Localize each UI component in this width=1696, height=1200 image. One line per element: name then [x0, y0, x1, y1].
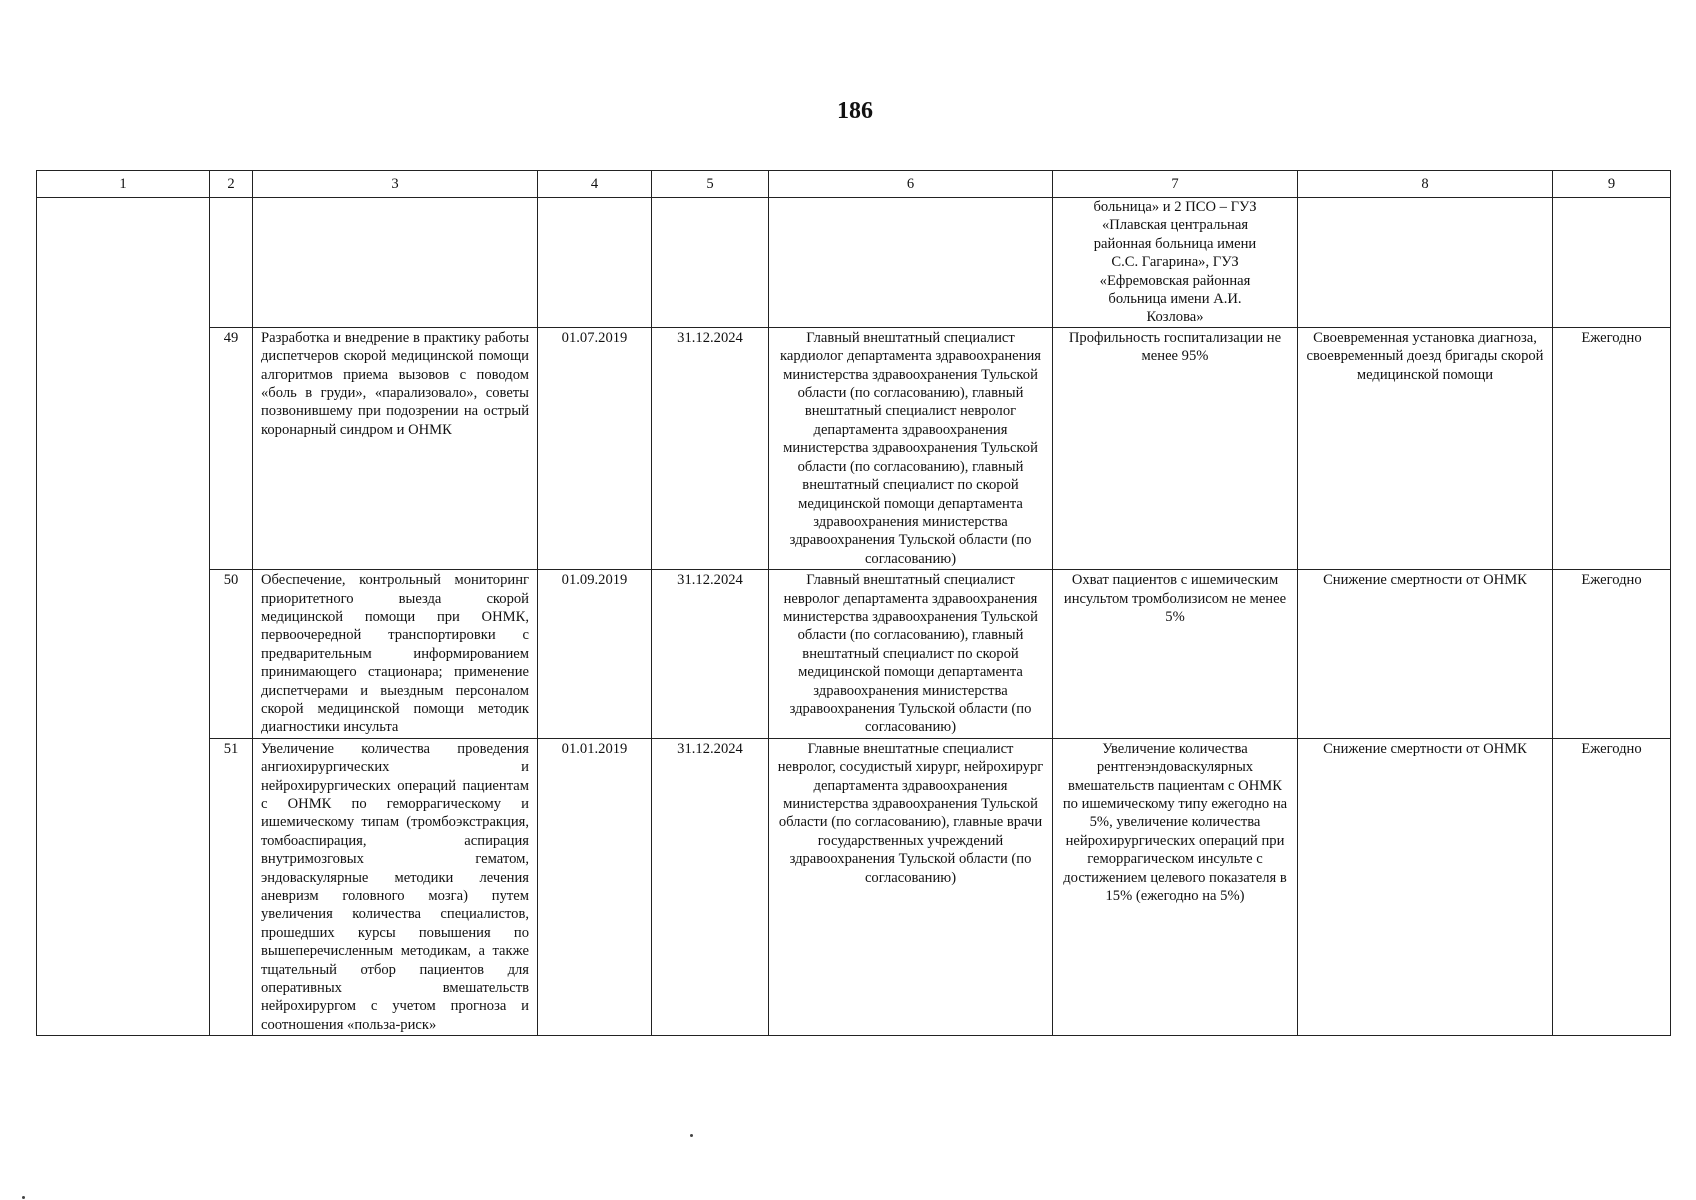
table-row [37, 738, 1671, 1036]
group-cell [37, 198, 210, 1036]
periodicity-cell: Ежегодно [1553, 327, 1671, 569]
measure-cell: Увеличение количества проведения ангиохирургических и нейрохирургических операций пациентам с ОНМК по геморрагическому и ишемическому типам (тромбоэкстракция, томбоаспирация, аспирация внутримозговых гематом, эндоваскулярные методики лечения аневризм головного мозга) путем увеличения количества специалистов, прошедших курсы повышения по вышеперечисленным методикам, а также тщательный отбор пациентов для оперативных вмешательств нейрохирургом с учетом прогноза и соотношения «польза-риск» [253, 738, 538, 1036]
end-date: 31.12.2024 [652, 570, 769, 739]
responsible-cell: Главный внештатный специалист невролог департамента здравоохранения министерства здравоохранения Тульской области (по согласованию), главный внештатный специалист по скорой медицинской помощи департамента здравоохранения министерства здравоохранения Тульской области (по согласованию) [769, 570, 1053, 739]
column-number: 9 [1553, 171, 1671, 198]
column-number: 8 [1298, 171, 1553, 198]
table-row [37, 570, 1671, 739]
measures-table [36, 170, 1671, 1036]
periodicity-cell: Ежегодно [1553, 570, 1671, 739]
page-number: 186 [837, 98, 873, 124]
measure-cell: Разработка и внедрение в практику работы диспетчеров скорой медицинской помощи алгоритмов приема вызовов с поводом «боль в груди», «парализовало», советы позвонившему при подозрении на острый коронарный синдром и ОНМК [253, 327, 538, 569]
column-number: 6 [769, 171, 1053, 198]
indicator-cell: Охват пациентов с ишемическим инсультом тромболизисом не менее 5% [1053, 570, 1298, 739]
scan-speck [22, 1196, 25, 1199]
column-number: 3 [253, 171, 538, 198]
indicator-cell: Профильность госпитализации не менее 95% [1053, 327, 1298, 569]
row-number: 50 [210, 570, 253, 739]
table-row [37, 327, 1671, 569]
continued-indicator-cell: больница» и 2 ПСО – ГУЗ «Плавская центральная районная больница имени С.С. Гагарина», ГУЗ «Ефремовская районная больница имени А.И. Козлова» [1053, 198, 1298, 328]
indicator-cell: Увеличение количества рентгенэндоваскулярных вмешательств пациентам с ОНМК по ишемическому типу ежегодно на 5%, увеличение количества нейрохирургических операций при геморрагическом инсульте с достижением целевого показателя в 15% (ежегодно на 5%) [1053, 738, 1298, 1036]
start-date: 01.07.2019 [538, 327, 652, 569]
row-number: 49 [210, 327, 253, 569]
column-number: 5 [652, 171, 769, 198]
end-date: 31.12.2024 [652, 327, 769, 569]
result-cell: Снижение смертности от ОНМК [1298, 738, 1553, 1036]
measure-cell: Обеспечение, контрольный мониторинг приоритетного выезда скорой медицинской помощи при ОНМК, первоочередной транспортировки с предварительным информированием принимающего стационара; применение диспетчерами и выездным персоналом скорой медицинской помощи методик диагностики инсульта [253, 570, 538, 739]
result-cell: Снижение смертности от ОНМК [1298, 570, 1553, 739]
responsible-cell: Главный внештатный специалист кардиолог департамента здравоохранения министерства здравоохранения Тульской области (по согласованию), главный внештатный специалист невролог департамента здравоохранения министерства здравоохранения Тульской области (по согласованию), главный внештатный специалист по скорой медицинской помощи департамента здравоохранения министерства здравоохранения Тульской области (по согласованию) [769, 327, 1053, 569]
column-number: 1 [37, 171, 210, 198]
column-number-row [37, 171, 1671, 198]
scan-speck [690, 1134, 693, 1137]
column-number: 2 [210, 171, 253, 198]
start-date: 01.09.2019 [538, 570, 652, 739]
responsible-cell: Главные внештатные специалист невролог, сосудистый хирург, нейрохирург департамента здравоохранения министерства здравоохранения Тульской области (по согласованию), главные врачи государственных учреждений здравоохранения Тульской области (по согласованию) [769, 738, 1053, 1036]
column-number: 4 [538, 171, 652, 198]
continuation-row [37, 198, 1671, 328]
column-number: 7 [1053, 171, 1298, 198]
row-number: 51 [210, 738, 253, 1036]
start-date: 01.01.2019 [538, 738, 652, 1036]
result-cell: Своевременная установка диагноза, своевременный доезд бригады скорой медицинской помощи [1298, 327, 1553, 569]
periodicity-cell: Ежегодно [1553, 738, 1671, 1036]
end-date: 31.12.2024 [652, 738, 769, 1036]
